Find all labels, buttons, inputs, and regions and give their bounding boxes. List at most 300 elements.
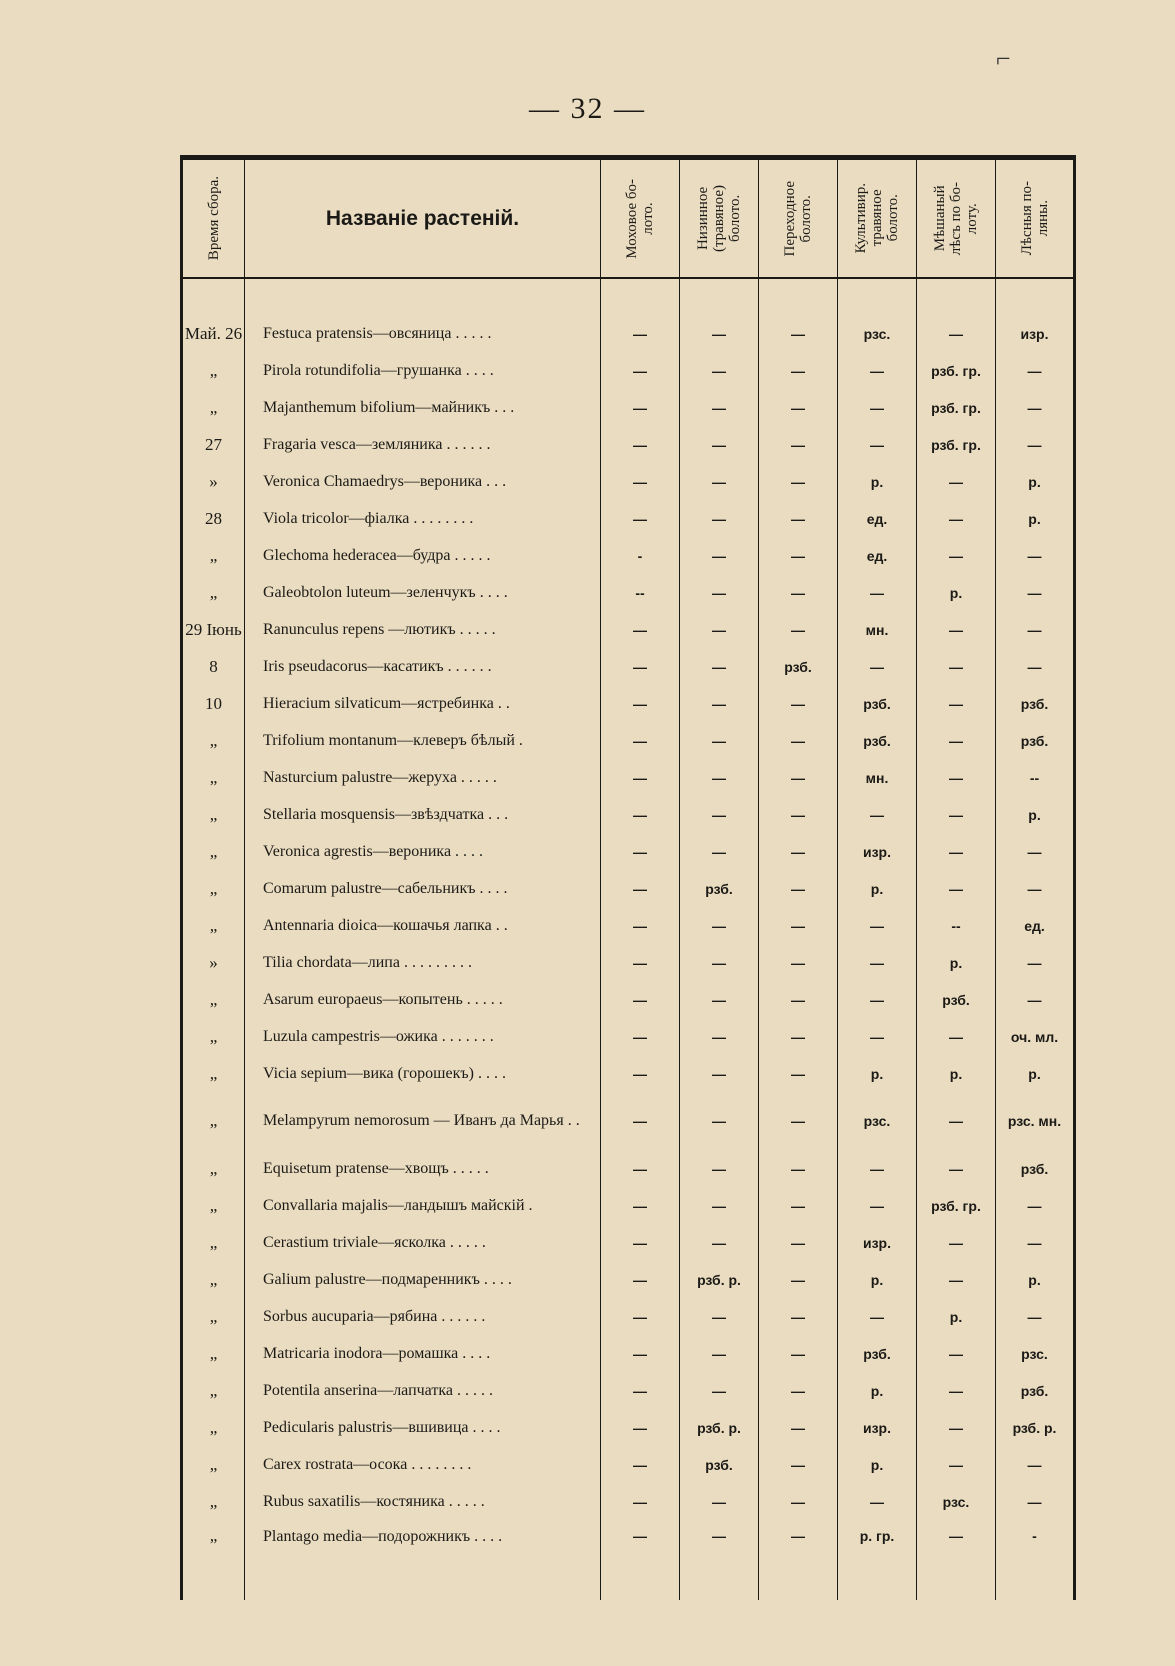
collection-date-cell: » (209, 471, 218, 491)
table-row (182, 611, 1075, 648)
habitat-value-cell: — (759, 685, 838, 722)
habitat-value-cell: -- (996, 759, 1075, 796)
plant-name-cell: Glechoma hederacea—будра . . . . . (245, 537, 601, 574)
table-row (182, 1150, 1075, 1187)
habitat-value-cell: — (601, 1483, 680, 1520)
table-row (182, 648, 1075, 685)
habitat-value-cell: — (759, 944, 838, 981)
habitat-value-cell: рзб. р. (680, 1261, 759, 1298)
habitat-value-cell: — (759, 537, 838, 574)
habitat-value-cell: — (838, 1018, 917, 1055)
habitat-value-cell: рзб. (996, 1150, 1075, 1187)
habitat-value-cell: ед. (996, 907, 1075, 944)
habitat-value-cell: р. (838, 870, 917, 907)
table-row (182, 1055, 1075, 1092)
habitat-value-cell: — (838, 944, 917, 981)
collection-date-cell: „ (209, 397, 218, 417)
habitat-value-cell: оч. мл. (996, 1018, 1075, 1055)
habitat-value-cell: — (917, 685, 996, 722)
habitat-value-cell: — (601, 315, 680, 352)
plant-name-cell: Festuca pratensis—овсяница . . . . . (245, 315, 601, 352)
collection-date-cell: „ (209, 915, 218, 935)
habitat-value-cell: — (601, 1520, 680, 1600)
habitat-value-cell: — (838, 1187, 917, 1224)
habitat-value-cell: — (680, 796, 759, 833)
collection-date-cell: „ (209, 1063, 218, 1083)
collection-date-cell: „ (209, 1417, 218, 1437)
habitat-value-cell: — (759, 722, 838, 759)
collection-date-cell: „ (209, 841, 218, 861)
habitat-value-cell: р. (917, 944, 996, 981)
plant-name-cell: Equisetum pratense—хвощъ . . . . . (245, 1150, 601, 1187)
habitat-value-cell: — (601, 463, 680, 500)
page-number: — 32 — (529, 92, 646, 125)
header-habitat: Моховое бо- лото. (601, 158, 680, 279)
habitat-value-cell: — (759, 1092, 838, 1150)
habitat-value-cell: — (680, 1520, 759, 1600)
plant-name-cell: Majanthemum bifolium—майникъ . . . (245, 389, 601, 426)
habitat-value-cell: — (759, 1261, 838, 1298)
plants-table (180, 155, 1076, 1600)
collection-date-cell: 8 (209, 656, 218, 676)
table-row (182, 1483, 1075, 1520)
corner-mark: ⌐ (996, 44, 1011, 73)
habitat-value-cell: рзб. (680, 1446, 759, 1483)
habitat-value-cell: — (917, 1520, 996, 1600)
habitat-value-cell: — (759, 1520, 838, 1600)
habitat-value-cell: — (759, 1224, 838, 1261)
habitat-value-cell: — (917, 463, 996, 500)
habitat-value-cell: — (838, 1150, 917, 1187)
habitat-value-cell: — (917, 722, 996, 759)
plant-name-cell: Viola tricolor—фіалка . . . . . . . . (245, 500, 601, 537)
habitat-value-cell: — (917, 537, 996, 574)
collection-date-cell: „ (209, 1269, 218, 1289)
habitat-value-cell: рзб. р. (996, 1409, 1075, 1446)
table-row (182, 389, 1075, 426)
habitat-value-cell: -- (917, 907, 996, 944)
plant-name-cell: Fragaria vesca—земляника . . . . . . (245, 426, 601, 463)
table-row (182, 1335, 1075, 1372)
habitat-value-cell: — (601, 1298, 680, 1335)
plant-name-cell: Tilia chordata—липа . . . . . . . . . (245, 944, 601, 981)
plant-name-cell: Pedicularis palustris—вшивица . . . . (245, 1409, 601, 1446)
habitat-value-cell: — (917, 648, 996, 685)
habitat-value-cell: — (680, 1483, 759, 1520)
habitat-value-cell: — (601, 870, 680, 907)
habitat-value-cell: — (680, 315, 759, 352)
habitat-value-cell: — (680, 352, 759, 389)
habitat-value-cell: — (838, 796, 917, 833)
habitat-value-cell: — (759, 1018, 838, 1055)
habitat-value-cell: р. (838, 1372, 917, 1409)
habitat-value-cell: — (601, 1092, 680, 1150)
table-row (182, 685, 1075, 722)
plant-name-cell: Nasturcium palustre—жеруха . . . . . (245, 759, 601, 796)
habitat-value-cell: — (680, 537, 759, 574)
habitat-value-cell: — (601, 352, 680, 389)
habitat-value-cell: — (759, 315, 838, 352)
habitat-value-cell: -- (601, 574, 680, 611)
habitat-value-cell: — (759, 796, 838, 833)
collection-date-cell: Май. 26 (184, 323, 243, 343)
collection-date-cell: „ (209, 360, 218, 380)
habitat-value-cell: р. (996, 500, 1075, 537)
habitat-value-cell: рзб. гр. (917, 389, 996, 426)
habitat-value-cell: р. (996, 1055, 1075, 1092)
habitat-value-cell: — (601, 1409, 680, 1446)
habitat-value-cell: — (601, 426, 680, 463)
habitat-value-cell: — (759, 907, 838, 944)
habitat-value-cell: — (996, 1187, 1075, 1224)
header-habitat: Низинное (травяное) болото. (680, 158, 759, 279)
habitat-value-cell: р. (838, 1261, 917, 1298)
habitat-value-cell: — (838, 981, 917, 1018)
plant-name-cell: Galeobtolon luteum—зеленчукъ . . . . (245, 574, 601, 611)
plant-name-cell: Trifolium montanum—клеверъ бѣлый . (245, 722, 601, 759)
table-row (182, 1261, 1075, 1298)
habitat-value-cell: - (996, 1520, 1075, 1600)
habitat-value-cell: — (996, 574, 1075, 611)
habitat-value-cell: — (996, 1446, 1075, 1483)
collection-date-cell: „ (209, 730, 218, 750)
habitat-value-cell: — (759, 1335, 838, 1372)
habitat-value-cell: — (996, 389, 1075, 426)
habitat-value-cell: — (759, 870, 838, 907)
habitat-value-cell: — (601, 1335, 680, 1372)
habitat-value-cell: — (917, 1335, 996, 1372)
habitat-value-cell: — (838, 1483, 917, 1520)
habitat-value-cell: — (601, 833, 680, 870)
plant-name-cell: Asarum europaeus—копытень . . . . . (245, 981, 601, 1018)
habitat-value-cell: — (917, 1446, 996, 1483)
habitat-value-cell: — (996, 352, 1075, 389)
habitat-value-cell: — (838, 426, 917, 463)
plant-name-cell: Vicia sepium—вика (горошекъ) . . . . (245, 1055, 601, 1092)
habitat-value-cell: — (680, 463, 759, 500)
habitat-value-cell: — (996, 981, 1075, 1018)
habitat-value-cell: — (680, 426, 759, 463)
collection-date-cell: 28 (205, 508, 222, 528)
collection-date-cell: » (209, 952, 218, 972)
habitat-value-cell: — (680, 759, 759, 796)
habitat-value-cell: — (601, 1261, 680, 1298)
habitat-value-cell: — (759, 1150, 838, 1187)
habitat-value-cell: — (759, 833, 838, 870)
habitat-value-cell: — (759, 574, 838, 611)
plant-name-cell: Iris pseudacorus—касатикъ . . . . . . (245, 648, 601, 685)
habitat-value-cell: — (917, 500, 996, 537)
header-row (182, 158, 1075, 279)
header-name: Названіе растеній. (245, 158, 601, 279)
table-row (182, 907, 1075, 944)
habitat-value-cell: — (759, 389, 838, 426)
habitat-value-cell: — (680, 611, 759, 648)
collection-date-cell: 10 (205, 693, 222, 713)
habitat-value-cell: — (601, 796, 680, 833)
table-row (182, 352, 1075, 389)
habitat-value-cell: — (917, 1372, 996, 1409)
table-row (182, 1018, 1075, 1055)
habitat-value-cell: — (996, 944, 1075, 981)
collection-date-cell: „ (209, 1454, 218, 1474)
habitat-value-cell: — (680, 648, 759, 685)
habitat-value-cell: рзс. (838, 1092, 917, 1150)
collection-date-cell: „ (209, 545, 218, 565)
habitat-value-cell: — (996, 833, 1075, 870)
plant-name-cell: Veronica Chamaedrys—вероника . . . (245, 463, 601, 500)
habitat-value-cell: р. (838, 1055, 917, 1092)
habitat-value-cell: — (601, 611, 680, 648)
habitat-value-cell: — (680, 1018, 759, 1055)
habitat-value-cell: изр. (996, 315, 1075, 352)
table-row (182, 1224, 1075, 1261)
plant-name-cell: Convallaria majalis—ландышъ майскій . (245, 1187, 601, 1224)
habitat-value-cell: — (680, 981, 759, 1018)
habitat-value-cell: — (680, 907, 759, 944)
collection-date-cell: „ (209, 1232, 218, 1252)
habitat-value-cell: — (917, 315, 996, 352)
habitat-value-cell: — (601, 944, 680, 981)
table-row (182, 426, 1075, 463)
habitat-value-cell: — (680, 685, 759, 722)
collection-date-cell: „ (209, 1306, 218, 1326)
plant-name-cell: Pirola rotundifolia—грушанка . . . . (245, 352, 601, 389)
habitat-value-cell: — (680, 1224, 759, 1261)
habitat-value-cell: — (680, 1372, 759, 1409)
habitat-value-cell: — (601, 759, 680, 796)
habitat-value-cell: рзб. гр. (917, 426, 996, 463)
habitat-value-cell: — (601, 1150, 680, 1187)
collection-date-cell: „ (209, 804, 218, 824)
plant-name-cell: Melampyrum nemorosum — Иванъ да Марья . . (245, 1092, 601, 1150)
habitat-value-cell: — (680, 944, 759, 981)
habitat-value-cell: — (759, 1483, 838, 1520)
habitat-value-cell: рзс. (838, 315, 917, 352)
plant-name-cell: Stellaria mosquensis—звѣздчатка . . . (245, 796, 601, 833)
habitat-value-cell: рзб. (996, 685, 1075, 722)
habitat-value-cell: — (996, 870, 1075, 907)
habitat-value-cell: — (917, 833, 996, 870)
habitat-value-cell: — (601, 389, 680, 426)
collection-date-cell: „ (209, 1026, 218, 1046)
header-habitat: Переходное болото. (759, 158, 838, 279)
table-row (182, 759, 1075, 796)
habitat-value-cell: рзб. (838, 722, 917, 759)
habitat-value-cell: рзс. (996, 1335, 1075, 1372)
table-row (182, 1298, 1075, 1335)
habitat-value-cell: р. (996, 1261, 1075, 1298)
habitat-value-cell: — (759, 1187, 838, 1224)
habitat-value-cell: — (759, 352, 838, 389)
habitat-value-cell: р. (996, 463, 1075, 500)
table-row (182, 796, 1075, 833)
plant-name-cell: Ranunculus repens —лютикъ . . . . . (245, 611, 601, 648)
habitat-value-cell: р. (838, 1446, 917, 1483)
habitat-value-cell: — (601, 981, 680, 1018)
collection-date-cell: „ (209, 1195, 218, 1215)
habitat-value-cell: — (838, 1298, 917, 1335)
habitat-value-cell: — (838, 352, 917, 389)
habitat-value-cell: — (601, 1187, 680, 1224)
habitat-value-cell: изр. (838, 1409, 917, 1446)
plant-name-cell: Potentila anserina—лапчатка . . . . . (245, 1372, 601, 1409)
habitat-value-cell: — (838, 648, 917, 685)
habitat-value-cell: — (917, 1409, 996, 1446)
collection-date-cell: „ (209, 1380, 218, 1400)
habitat-value-cell: — (838, 907, 917, 944)
habitat-value-cell: рзб. гр. (917, 352, 996, 389)
table-row (182, 1409, 1075, 1446)
collection-date-cell: „ (209, 1491, 218, 1511)
habitat-value-cell: — (996, 426, 1075, 463)
table-row (182, 833, 1075, 870)
collection-date-cell: „ (209, 1111, 218, 1130)
habitat-value-cell: - (601, 537, 680, 574)
habitat-value-cell: мн. (838, 759, 917, 796)
header-habitat: Культивир. травяное болото. (838, 158, 917, 279)
habitat-value-cell: — (601, 907, 680, 944)
table-row (182, 870, 1075, 907)
plant-name-cell: Carex rostrata—осока . . . . . . . . (245, 1446, 601, 1483)
habitat-value-cell: — (759, 1372, 838, 1409)
habitat-value-cell: рзб. (996, 722, 1075, 759)
habitat-value-cell: — (680, 1092, 759, 1150)
habitat-value-cell: — (917, 870, 996, 907)
habitat-value-cell: — (759, 1298, 838, 1335)
header-habitat: Мѣшаный лѣсъ по бо- лоту. (917, 158, 996, 279)
habitat-value-cell: рзб. (917, 981, 996, 1018)
collection-date-cell: „ (209, 1158, 218, 1178)
habitat-value-cell: рзб. (680, 870, 759, 907)
plant-name-cell: Antennaria dioica—кошачья лапка . . (245, 907, 601, 944)
habitat-value-cell: ед. (838, 537, 917, 574)
habitat-value-cell: — (680, 574, 759, 611)
habitat-value-cell: — (601, 685, 680, 722)
habitat-value-cell: — (680, 1187, 759, 1224)
habitat-value-cell: мн. (838, 611, 917, 648)
habitat-value-cell: р. (917, 1298, 996, 1335)
habitat-value-cell: — (996, 611, 1075, 648)
habitat-value-cell: — (601, 648, 680, 685)
habitat-value-cell: — (996, 1298, 1075, 1335)
habitat-value-cell: — (759, 1055, 838, 1092)
plant-name-cell: Galium palustre—подмаренникъ . . . . (245, 1261, 601, 1298)
table-row (182, 1372, 1075, 1409)
habitat-value-cell: — (680, 1055, 759, 1092)
plant-name-cell: Plantago media—подорожникъ . . . . (245, 1520, 601, 1600)
habitat-value-cell: — (601, 1224, 680, 1261)
header-date: Время сбора. (182, 158, 245, 279)
table-row (182, 722, 1075, 759)
habitat-value-cell: — (759, 463, 838, 500)
plant-name-cell: Matricaria inodora—ромашка . . . . (245, 1335, 601, 1372)
habitat-value-cell: — (680, 1150, 759, 1187)
table-row (182, 1446, 1075, 1483)
habitat-value-cell: р. (917, 574, 996, 611)
table-row (182, 574, 1075, 611)
habitat-value-cell: рзб. (838, 685, 917, 722)
table-row (182, 1187, 1075, 1224)
habitat-value-cell: рзб. р. (680, 1409, 759, 1446)
habitat-value-cell: — (601, 500, 680, 537)
habitat-value-cell: — (759, 1409, 838, 1446)
habitat-value-cell: — (759, 759, 838, 796)
habitat-value-cell: — (601, 1018, 680, 1055)
habitat-value-cell: — (759, 981, 838, 1018)
habitat-value-cell: — (680, 1298, 759, 1335)
table-body (182, 278, 1075, 1600)
collection-date-cell: „ (209, 989, 218, 1009)
habitat-value-cell: — (996, 537, 1075, 574)
habitat-value-cell: — (917, 796, 996, 833)
table-row (182, 1520, 1075, 1600)
habitat-value-cell: — (838, 574, 917, 611)
habitat-value-cell: рзб. гр. (917, 1187, 996, 1224)
table-row (182, 981, 1075, 1018)
habitat-value-cell: — (680, 833, 759, 870)
habitat-value-cell: р. (996, 796, 1075, 833)
table-row (182, 537, 1075, 574)
habitat-value-cell: — (759, 426, 838, 463)
habitat-value-cell: — (680, 500, 759, 537)
habitat-value-cell: — (680, 1335, 759, 1372)
habitat-value-cell: — (917, 1224, 996, 1261)
habitat-value-cell: — (917, 1092, 996, 1150)
plant-name-cell: Cerastium triviale—ясколка . . . . . (245, 1224, 601, 1261)
plant-name-cell: Rubus saxatilis—костяника . . . . . (245, 1483, 601, 1520)
habitat-value-cell: рзб. (996, 1372, 1075, 1409)
table-row (182, 1092, 1075, 1150)
table-row (182, 944, 1075, 981)
habitat-value-cell: рзс. (917, 1483, 996, 1520)
habitat-value-cell: — (759, 611, 838, 648)
habitat-value-cell: — (996, 1483, 1075, 1520)
habitat-value-cell: — (680, 389, 759, 426)
habitat-value-cell: — (917, 1261, 996, 1298)
habitat-value-cell: — (601, 1055, 680, 1092)
habitat-value-cell: р. гр. (838, 1520, 917, 1600)
table-row (182, 315, 1075, 352)
habitat-value-cell: — (917, 611, 996, 648)
habitat-value-cell: рзс. мн. (996, 1092, 1075, 1150)
habitat-value-cell: изр. (838, 1224, 917, 1261)
habitat-value-cell: — (838, 389, 917, 426)
habitat-value-cell: — (759, 1446, 838, 1483)
table-row (182, 463, 1075, 500)
spacer-row (182, 278, 1075, 315)
collection-date-cell: „ (209, 1343, 218, 1363)
habitat-value-cell: — (917, 759, 996, 796)
habitat-value-cell: — (996, 1224, 1075, 1261)
plant-name-cell: Veronica agrestis—вероника . . . . (245, 833, 601, 870)
header-habitat: Лѣсныя по- ляны. (996, 158, 1075, 279)
habitat-value-cell: изр. (838, 833, 917, 870)
habitat-value-cell: — (601, 1372, 680, 1409)
habitat-value-cell: рзб. (759, 648, 838, 685)
habitat-value-cell: р. (838, 463, 917, 500)
habitat-value-cell: ед. (838, 500, 917, 537)
plant-name-cell: Luzula campestris—ожика . . . . . . . (245, 1018, 601, 1055)
collection-date-cell: „ (209, 878, 218, 898)
table-row (182, 500, 1075, 537)
plant-name-cell: Sorbus aucuparia—рябина . . . . . . (245, 1298, 601, 1335)
collection-date-cell: 27 (205, 434, 222, 454)
collection-date-cell: „ (209, 1526, 218, 1545)
habitat-value-cell: — (680, 722, 759, 759)
habitat-value-cell: — (917, 1018, 996, 1055)
habitat-value-cell: — (601, 722, 680, 759)
